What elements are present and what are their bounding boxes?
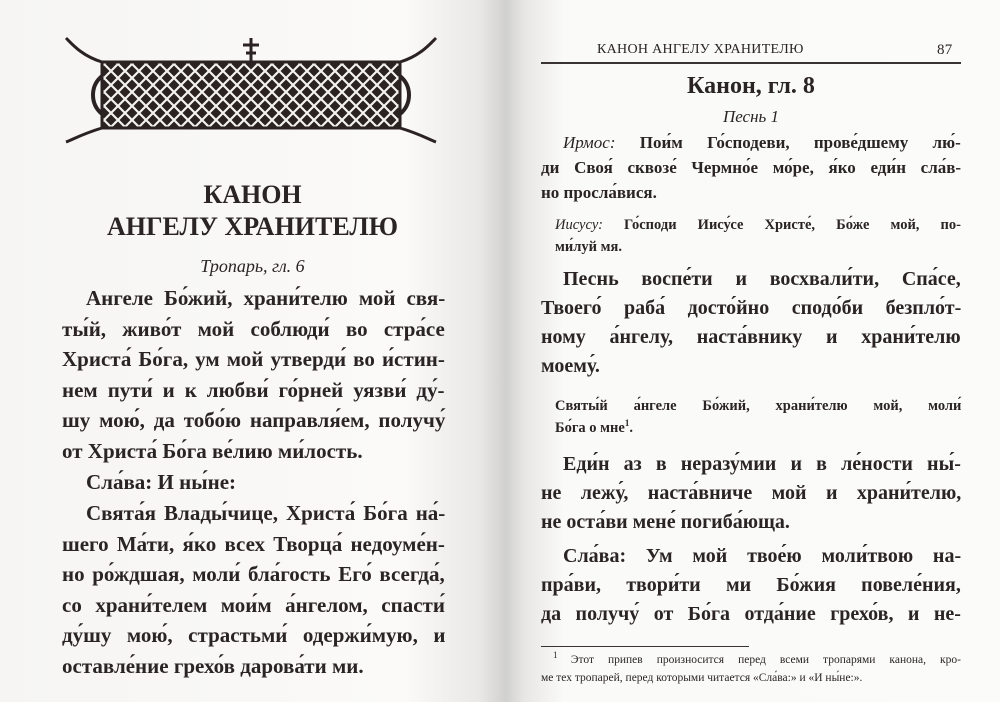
text-line: нем пути́ и к любви́ го́рней уязви́ ду́- — [62, 377, 445, 402]
text-line: ду́шу мою́, страстьми́ одержи́мую, и — [62, 623, 446, 647]
text-line: от Христа́ Бо́га ве́лию ми́лость. — [62, 438, 363, 463]
footnote-reference[interactable]: 1 — [624, 418, 630, 429]
text-line: Сла́ва: Ум мой твое́ю моли́твою на- — [563, 545, 962, 567]
text-line: $^1$ Этот припев произносится перед всеми тропарями канона, кро- — [553, 650, 961, 666]
header-rule — [541, 62, 961, 64]
text-line: пра́ви, твори́ти ми Бо́жия повеле́ния, — [541, 574, 961, 596]
text-line: шу мою́, да тобо́ю направля́ем, получу́ — [62, 408, 446, 432]
text-line: но ро́ждшая, моли́ бла́гость Его́ всегда́, — [62, 562, 445, 586]
text-line: Бо́га о мне$^1$. — [555, 418, 633, 436]
text-line: Ангеле Бо́жий, храни́телю мой свя- — [86, 286, 446, 310]
text-line: Песнь воспе́ти и восхвали́ти, Спа́се, — [563, 268, 961, 290]
canon-heading: Канон, гл. 8 — [687, 73, 815, 99]
glory-and-now: Сла́ва: И ны́не: — [86, 470, 237, 494]
canon-title-subject: АНГЕЛУ ХРАНИТЕЛЮ — [106, 212, 399, 241]
text-line: ми́луй мя. — [555, 239, 622, 255]
text-line: ди Своя́ сквозе́ Чермно́е мо́ре, я́ко еди́н сла́в- — [541, 158, 962, 177]
rubric-label: Иисусу: — [555, 217, 625, 233]
text-line: моему́. — [541, 355, 600, 377]
text-line: ному а́нгелу, наста́внику и храни́телю — [541, 326, 961, 348]
troparion-heading: Тропарь, гл. 6 — [200, 256, 305, 276]
text-line: но просла́вися. — [541, 183, 657, 202]
text-line: да получу́ от Бо́га отда́ние грехо́в, и не- — [541, 603, 961, 625]
ode-heading: Песнь 1 — [722, 107, 780, 126]
text-line: Еди́н аз в неразу́мии и в ле́ности ны́- — [563, 453, 961, 475]
text-line: Христа́ Бо́га, ум мой утверди́ во и́стин- — [62, 347, 445, 371]
text-line: ме тех тропарей, перед которыми читается «Сла́ва:» и «И ны́не:». — [541, 672, 863, 684]
page-number: 87 — [937, 42, 953, 58]
text-line: оставле́ние грехо́в дарова́ти ми. — [62, 653, 364, 678]
text-line: со храни́телем мои́м а́нгелом, спасти́ — [62, 592, 445, 617]
right-page — [505, 0, 1000, 702]
text-line: Иисусу: Го́споди Иису́се Христе́, Бо́же мой, по- — [555, 217, 961, 233]
text-line: шего Ма́ти, я́ко всех Творца́ недоуме́н- — [62, 531, 445, 556]
footnote-rule — [541, 646, 749, 647]
text-line: Твоего́ раба́ досто́йно сподо́би безпло́т- — [541, 297, 962, 319]
running-head: КАНОН АНГЕЛУ ХРАНИТЕЛЮ — [597, 42, 804, 57]
text-line: ты́й, живо́т мой соблюди́ во стра́се — [62, 316, 445, 341]
footnote-number: 1 — [553, 650, 571, 661]
text-line: Ирмос: Пои́м Го́сподеви, прове́дшему лю́- — [563, 133, 961, 152]
text-line: не лежу́, наста́вниче мой и храни́телю, — [541, 482, 962, 504]
refrain-period: . — [629, 420, 633, 436]
knotwork-ornament-with-cross — [62, 36, 440, 144]
text-line: Свята́я Влады́чице, Христа́ Бо́га на́- — [86, 501, 446, 525]
canon-title: КАНОН — [203, 180, 302, 209]
text-line: Святы́й а́нгеле Бо́жий, храни́телю мой, моли́ — [555, 398, 962, 414]
rubric-label: Ирмос: — [563, 133, 640, 152]
text-line: не оста́ви мене́ погиба́юща. — [541, 511, 790, 533]
cross-icon — [243, 38, 259, 62]
